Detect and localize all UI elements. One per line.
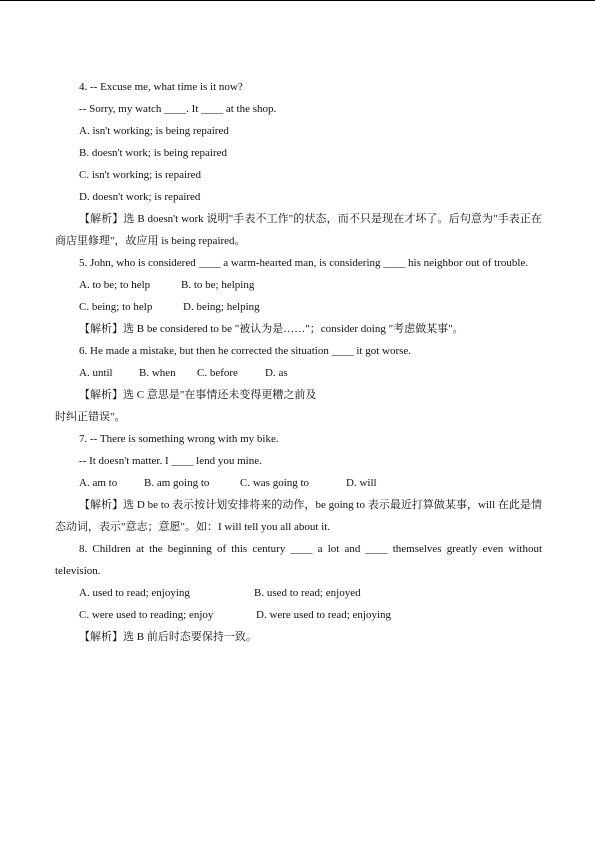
question-8-option-c: C. were used to reading; enjoy <box>79 609 214 621</box>
question-6-options <box>55 362 542 384</box>
question-5-option-d: D. being; helping <box>183 301 260 313</box>
question-7-options <box>55 472 542 494</box>
question-7-option-c: C. was going to <box>240 477 310 489</box>
question-4-option-c: C. isn't working; is repaired <box>79 169 202 181</box>
question-8-option-a: A. used to read; enjoying <box>79 587 190 599</box>
question-8-option-b: B. used to read; enjoyed <box>254 587 361 599</box>
question-8-option-d: D. were used to read; enjoying <box>256 609 392 621</box>
question-6-option-a: A. until <box>79 367 113 379</box>
question-8-options-row-1 <box>55 582 542 604</box>
question-7-option-a: A. am to <box>79 477 118 489</box>
question-5-options-row-2 <box>55 296 542 318</box>
question-7-option-d: D. will <box>346 477 377 489</box>
question-7-option-b: B. am going to <box>144 477 210 489</box>
page-top-border <box>0 0 595 1</box>
question-4-option-d: D. doesn't work; is repaired <box>79 191 201 203</box>
question-6-option-b: B. when <box>139 367 176 379</box>
document-body <box>55 76 542 648</box>
question-8-stem: 8. Children at the beginning of this century ____ a lot and ____ themselves greatly even without television. <box>55 543 542 577</box>
question-8-options-row-2 <box>55 604 542 626</box>
question-4-analysis: 【解析】选 B doesn't work 说明"手表不工作"的状态，而不只是现在才坏了。后句意为"手表正在商店里修理"，故应用 is being repaired。 <box>55 213 542 247</box>
question-4-line-1: 4. -- Excuse me, what time is it now? <box>79 81 243 93</box>
question-5-option-b: B. to be; helping <box>181 279 255 291</box>
question-8-analysis: 【解析】选 B 前后时态要保持一致。 <box>79 631 257 643</box>
question-5-option-c: C. being; to help <box>79 301 153 313</box>
question-5-option-a: A. to be; to help <box>79 279 151 291</box>
question-5-analysis: 【解析】选 B be considered to be "被认为是……"；consider doing "考虑做某事"。 <box>79 323 464 335</box>
question-7-line-2: -- It doesn't matter. I ____ lend you mine. <box>79 455 262 467</box>
question-6-analysis-line-2: 时纠正错误"。 <box>55 411 126 423</box>
question-6-analysis-line-1: 【解析】选 C 意思是"在事情还未变得更糟之前及 <box>79 389 317 401</box>
question-6-option-d: D. as <box>265 367 288 379</box>
question-4-option-a: A. isn't working; is being repaired <box>79 125 229 137</box>
question-4-option-b: B. doesn't work; is being repaired <box>79 147 228 159</box>
question-4-line-2: -- Sorry, my watch ____. It ____ at the shop. <box>79 103 277 115</box>
question-7-analysis: 【解析】选 D be to 表示按计划安排将来的动作，be going to 表示最近打算做某事，will 在此是情态动词，表示"意志；意愿"。如：I will tell you all about it. <box>55 499 542 533</box>
question-5-options-row-1 <box>55 274 542 296</box>
question-6-option-c: C. before <box>197 367 238 379</box>
question-5-stem: 5. John, who is considered ____ a warm-hearted man, is considering ____ his neighbor out of trouble. <box>79 257 529 269</box>
question-7-line-1: 7. -- There is something wrong with my bike. <box>79 433 279 445</box>
question-6-stem: 6. He made a mistake, but then he corrected the situation ____ it got worse. <box>79 345 412 357</box>
